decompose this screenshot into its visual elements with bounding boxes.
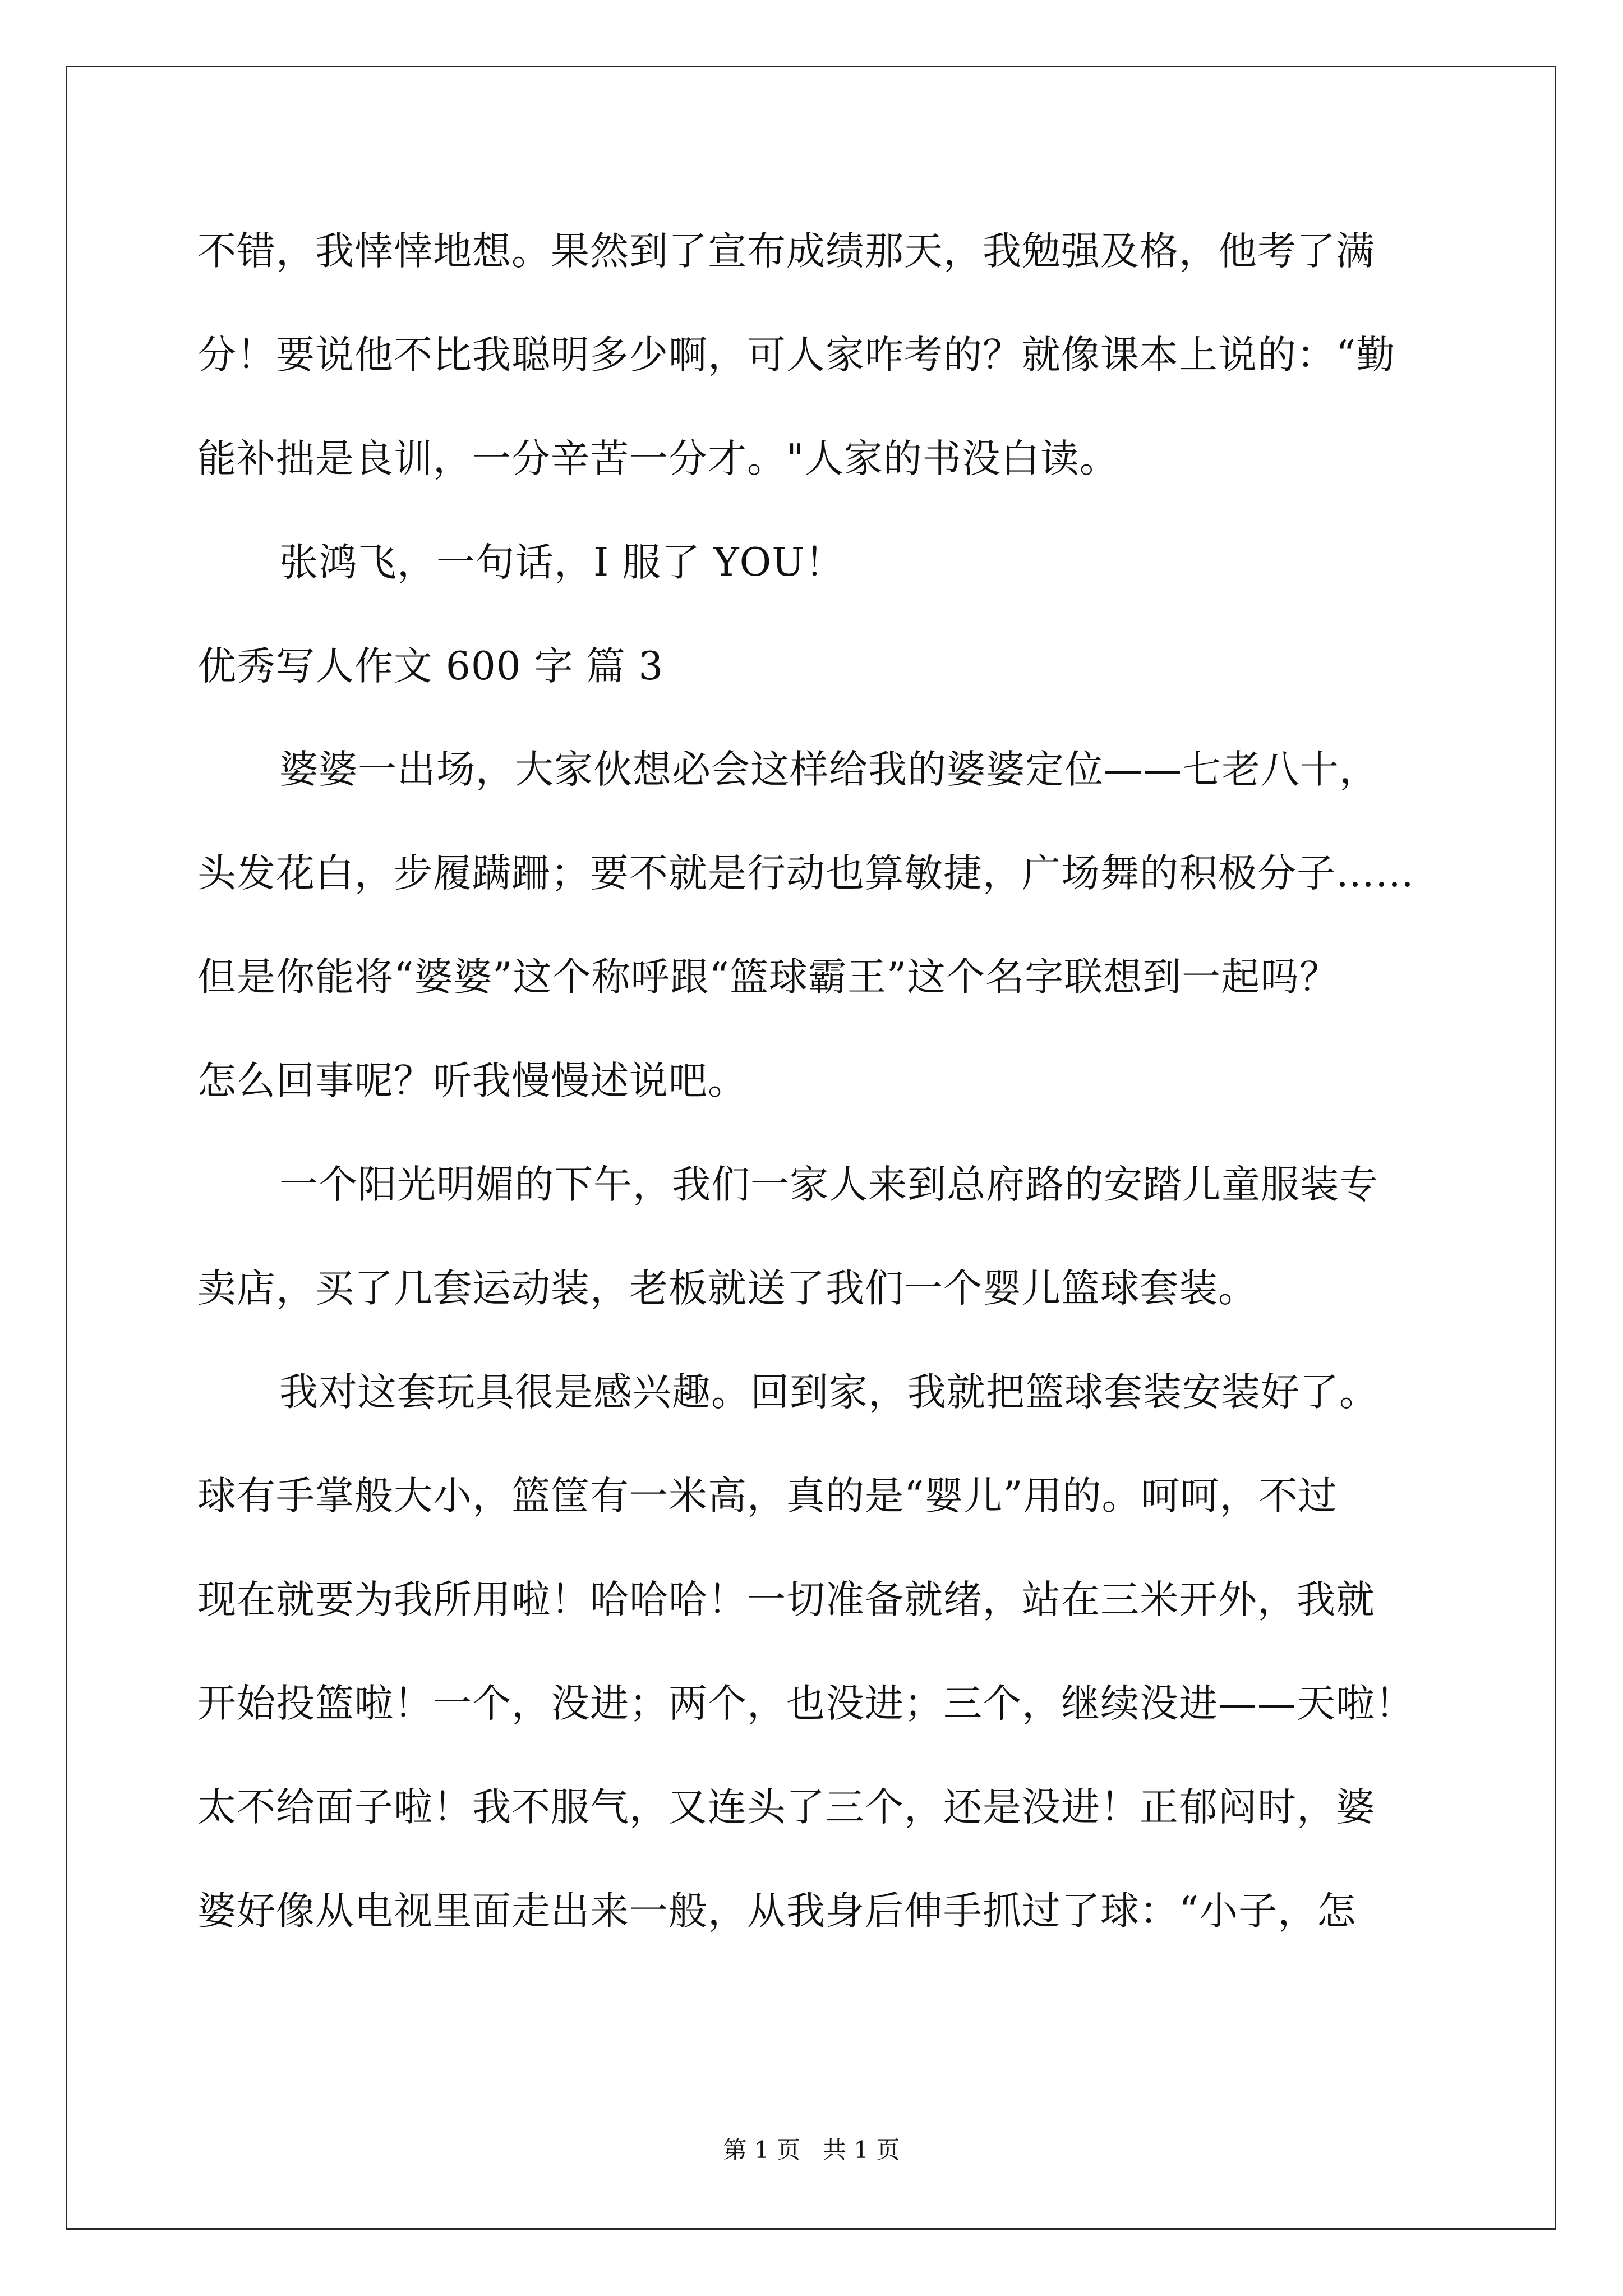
paragraph-line: 张鸿飞，一句话，I 服了 YOU！ <box>279 540 845 585</box>
paragraph-line: 婆好像从电视里面走出来一般，从我身后伸手抓过了球：“小子，怎 <box>197 1889 1357 1934</box>
paragraph-line: 卖店，买了几套运动装，老板就送了我们一个婴儿篮球套装。 <box>197 1266 1257 1311</box>
paragraph-line: 能补拙是良训，一分辛苦一分才。"人家的书没白读。 <box>197 436 1119 481</box>
paragraph-line: 但是你能将“婆婆”这个称呼跟“篮球霸王”这个名字联想到一起吗？ <box>197 955 1339 1000</box>
paragraph-line: 怎么回事呢？听我慢慢述说吧。 <box>197 1059 747 1103</box>
paragraph-line: 不错，我悻悻地想。果然到了宣布成绩那天，我勉强及格，他考了满 <box>197 229 1375 274</box>
paragraph-line: 现在就要为我所用啦！哈哈哈！一切准备就绪，站在三米开外，我就 <box>197 1577 1375 1622</box>
paragraph-line: 我对这套玩具很是感兴趣。回到家，我就把篮球套装安装好了。 <box>279 1370 1378 1415</box>
page-number-current: 第 1 页 <box>723 2136 800 2164</box>
paragraph-line: 一个阳光明媚的下午，我们一家人来到总府路的安踏儿童服装专 <box>279 1162 1378 1207</box>
paragraph-line: 球有手掌般大小，篮筐有一米高，真的是“婴儿”用的。呵呵，不过 <box>197 1474 1338 1519</box>
page-number-total: 共 1 页 <box>823 2136 900 2164</box>
page-footer <box>0 2136 1623 2164</box>
paragraph-line: 太不给面子啦！我不服气，又连头了三个，还是没进！正郁闷时，婆 <box>197 1785 1375 1830</box>
paragraph-line: 婆婆一出场，大家伙想必会这样给我的婆婆定位——七老八十， <box>279 747 1378 792</box>
section-heading: 优秀写人作文 600 字 篇 3 <box>197 644 664 689</box>
paragraph-line: 分！要说他不比我聪明多少啊，可人家咋考的？就像课本上说的：“勤 <box>197 333 1396 378</box>
paragraph-line: 开始投篮啦！一个，没进；两个，也没进；三个，继续没进——天啦！ <box>197 1681 1414 1726</box>
paragraph-line: 头发花白，步履蹒跚；要不就是行动也算敏捷，广场舞的积极分子…… <box>197 851 1414 896</box>
